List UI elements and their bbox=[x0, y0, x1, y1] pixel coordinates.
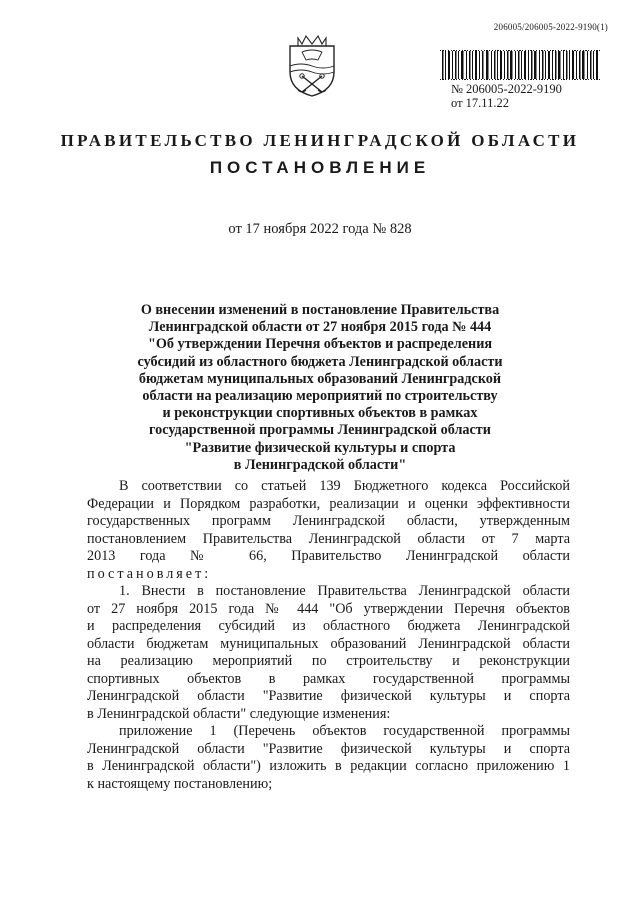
government-title: ПРАВИТЕЛЬСТВО ЛЕНИНГРАДСКОЙ ОБЛАСТИ bbox=[60, 131, 580, 150]
preamble-line: Федерации и Порядком разработки, реализации и оценки эффективности bbox=[87, 495, 570, 512]
item-line: спортивных объектов в рамках государственной программы bbox=[87, 670, 570, 687]
barcode-bars bbox=[440, 51, 600, 79]
preamble-line: В соответствии со статьей 139 Бюджетного кодекса Российской bbox=[119, 478, 570, 494]
annex-line: приложение 1 (Перечень объектов государственной программы bbox=[119, 723, 570, 739]
subject-line: О внесении изменений в постановление Правительства bbox=[140, 302, 500, 318]
item-line: области бюджетам муниципальных образований Ленинградской области bbox=[87, 635, 570, 652]
item-line: от 27 ноября 2015 года № 444 "Об утверждении Перечня объектов bbox=[87, 600, 570, 617]
item-line: Ленинградской области "Развитие физической культуры и спорта bbox=[87, 688, 570, 704]
subject-line: государственной программы Ленинградской области bbox=[149, 422, 491, 439]
subject-line: области на реализацию мероприятий по строительству bbox=[142, 388, 498, 405]
annex-line: к настоящему постановлению; bbox=[87, 775, 273, 792]
subject-line: бюджетам муниципальных образований Ленинградской bbox=[138, 370, 502, 387]
subject-line: Ленинградской области от 27 ноября 2015 года № 444 bbox=[148, 319, 492, 336]
item-line: и распределения субсидий из областного бюджета Ленинградской bbox=[87, 618, 570, 634]
registration-number: № 206005-2022-9190 bbox=[451, 82, 562, 96]
subject-line: в Ленинградской области" bbox=[233, 456, 407, 473]
item-line: в Ленинградской области" следующие изменения: bbox=[87, 705, 391, 722]
preamble-paragraph bbox=[87, 478, 570, 583]
document-type: ПОСТАНОВЛЕНИЕ bbox=[209, 158, 431, 177]
preamble-line: государственных программ Ленинградской области, утвержденным bbox=[87, 513, 570, 529]
registration-date: от 17.11.22 bbox=[451, 96, 509, 110]
annex-paragraph bbox=[87, 723, 570, 793]
preamble-line: постановлением Правительства Ленинградской области от 7 марта bbox=[87, 530, 570, 547]
subject-line: субсидий из областного бюджета Ленинградской области bbox=[137, 353, 503, 370]
document-id: 206005/206005-2022-9190(1) bbox=[493, 22, 608, 32]
annex-line: Ленинградской области "Развитие физической культуры и спорта bbox=[87, 740, 570, 757]
subject-line: "Развитие физической культуры и спорта bbox=[184, 439, 456, 456]
document-subject bbox=[100, 302, 540, 474]
subject-line: "Об утверждении Перечня объектов и распределения bbox=[147, 336, 493, 353]
document-date-number: от 17 ноября 2022 года № 828 bbox=[228, 221, 412, 237]
coat-of-arms-icon bbox=[284, 32, 340, 98]
item-line: на реализацию мероприятий по строительству и реконструкции bbox=[87, 653, 570, 669]
subject-line: и реконструкции спортивных объектов в рамках bbox=[162, 405, 478, 422]
item-line: 1. Внести в постановление Правительства Ленинградской области bbox=[119, 583, 570, 599]
item-1-paragraph bbox=[87, 583, 570, 723]
preamble-line: 2013 года № 66, Правительство Ленинградской области bbox=[87, 548, 570, 564]
decree-word: постановляет: bbox=[87, 565, 212, 582]
annex-line: в Ленинградской области") изложить в редакции согласно приложению 1 bbox=[87, 758, 570, 774]
